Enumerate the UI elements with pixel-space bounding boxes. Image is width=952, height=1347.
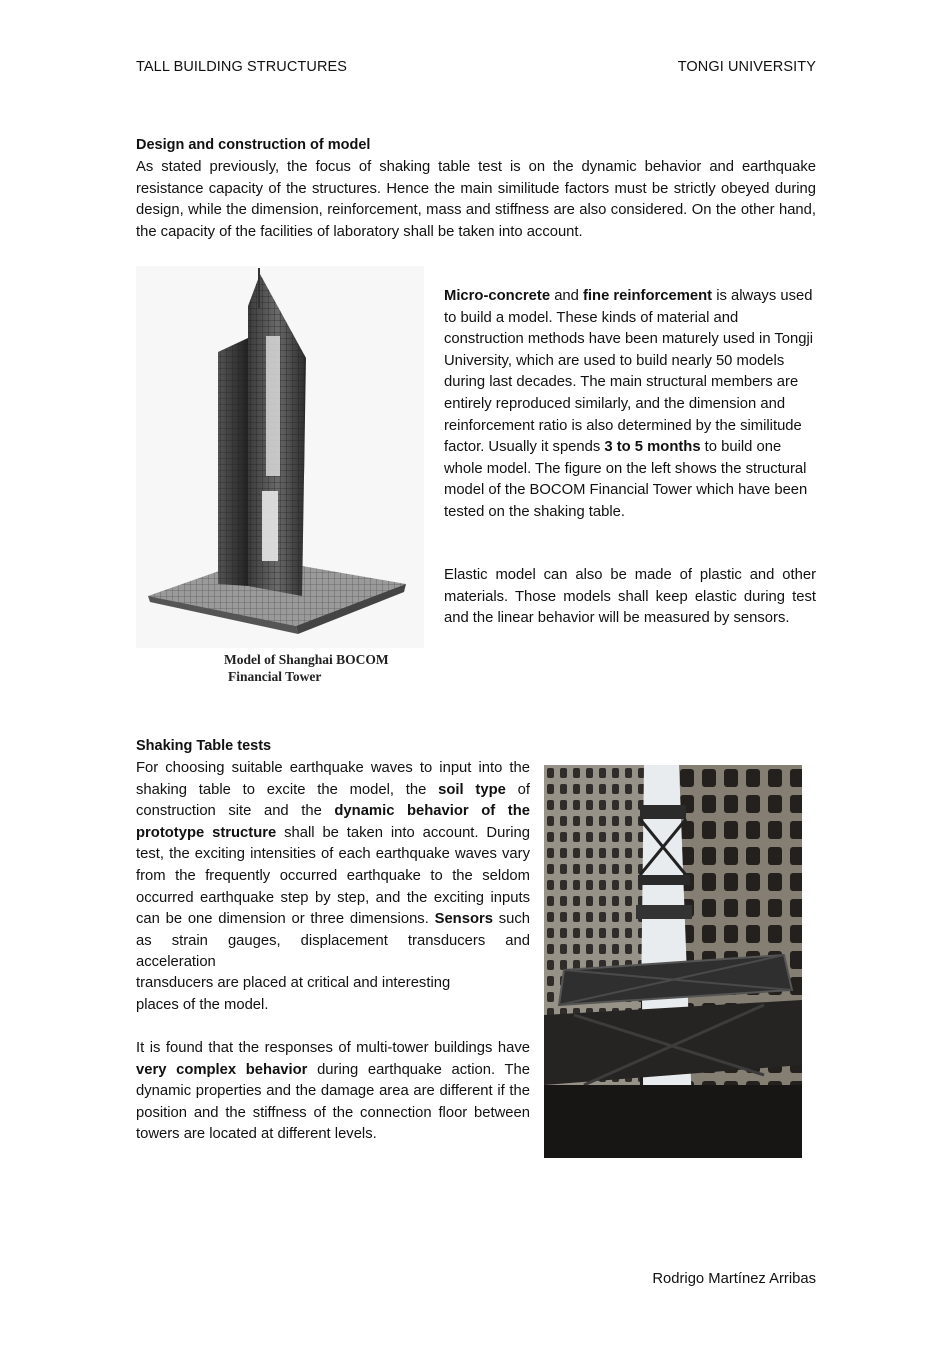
connection-floor-photo [544,765,802,1158]
bold-duration: 3 to 5 months [604,439,701,456]
bold-sensors: Sensors [434,911,493,928]
header-right: TONGI UNIVERSITY [677,59,816,75]
header-left: TALL BUILDING STRUCTURES [136,59,348,75]
bold-micro-concrete: Micro-concrete [444,288,551,304]
bold-dynamic-behavior: dynamic behavior of the prototype structure [136,803,530,841]
connection-floor-illustration [544,765,802,1158]
tower-model-photo [136,266,424,648]
figure-caption-line1: Model of Shanghai BOCOM [224,652,389,667]
shaking-table-line-b: places of the model. [136,997,269,1013]
tower-model-illustration [136,266,424,648]
intro-paragraph: As stated previously, the focus of shaking table test is on the dynamic behavior and earthquake resistance capacity of the structures. Hence the main similitude factors must be strictly obeyed during design, while the dimension, reinforcement, mass and stiffness are also considered. On the other hand, the capacity of the facilities of laboratory shall be taken into account. [136,159,816,240]
elastic-model-paragraph: Elastic model can also be made of plastic and other materials. Those models shall keep elastic during test and the linear behavior will be measured by sensors. [444,567,816,627]
section-title-design: Design and construction of model [136,137,371,153]
bold-fine-reinforcement: fine reinforcement [583,288,713,304]
section-title-shaking: Shaking Table tests [136,738,272,754]
bold-soil-type: soil type [438,781,506,798]
figure-caption-line2: Financial Tower [228,669,322,684]
footer-author: Rodrigo Martínez Arribas [652,1271,816,1287]
shaking-table-paragraph: For choosing suitable earthquake waves to input into the shaking table to excite the model, the soil type of construction site and the dynamic behavior of the prototype structure shall be taken into account. During test, the exciting intensities of each earthquake waves vary from the frequently occurred earthquake to the seldom occurred earthquake step by step, and the exciting inputs can be one dimension or three dimensions. Sensors such as strain gauges, displacement transducers and acceleration [136,760,530,971]
bold-complex-behavior: very complex behavior [136,1061,308,1078]
multi-tower-paragraph: It is found that the responses of multi-tower buildings have very complex behavior during earthquake action. The dynamic properties and the damage area are different if the position and the stiffness of the connection floor between towers are located at different levels. [136,1040,530,1143]
micro-concrete-paragraph: Micro-concrete and fine reinforcement is always used to build a model. These kinds of material and construction methods have been maturely used in Tongji University, which are used to build nearly 50 models during last decades. The main structural members are entirely reproduced similarly, and the dimension and reinforcement ratio is also determined by the similitude factor. Usually it spends 3 to 5 months to build one whole model. The figure on the left shows the structural model of the BOCOM Financial Tower which have been tested on the shaking table. [444,288,814,520]
shaking-table-line-a: transducers are placed at critical and interesting [136,975,451,991]
